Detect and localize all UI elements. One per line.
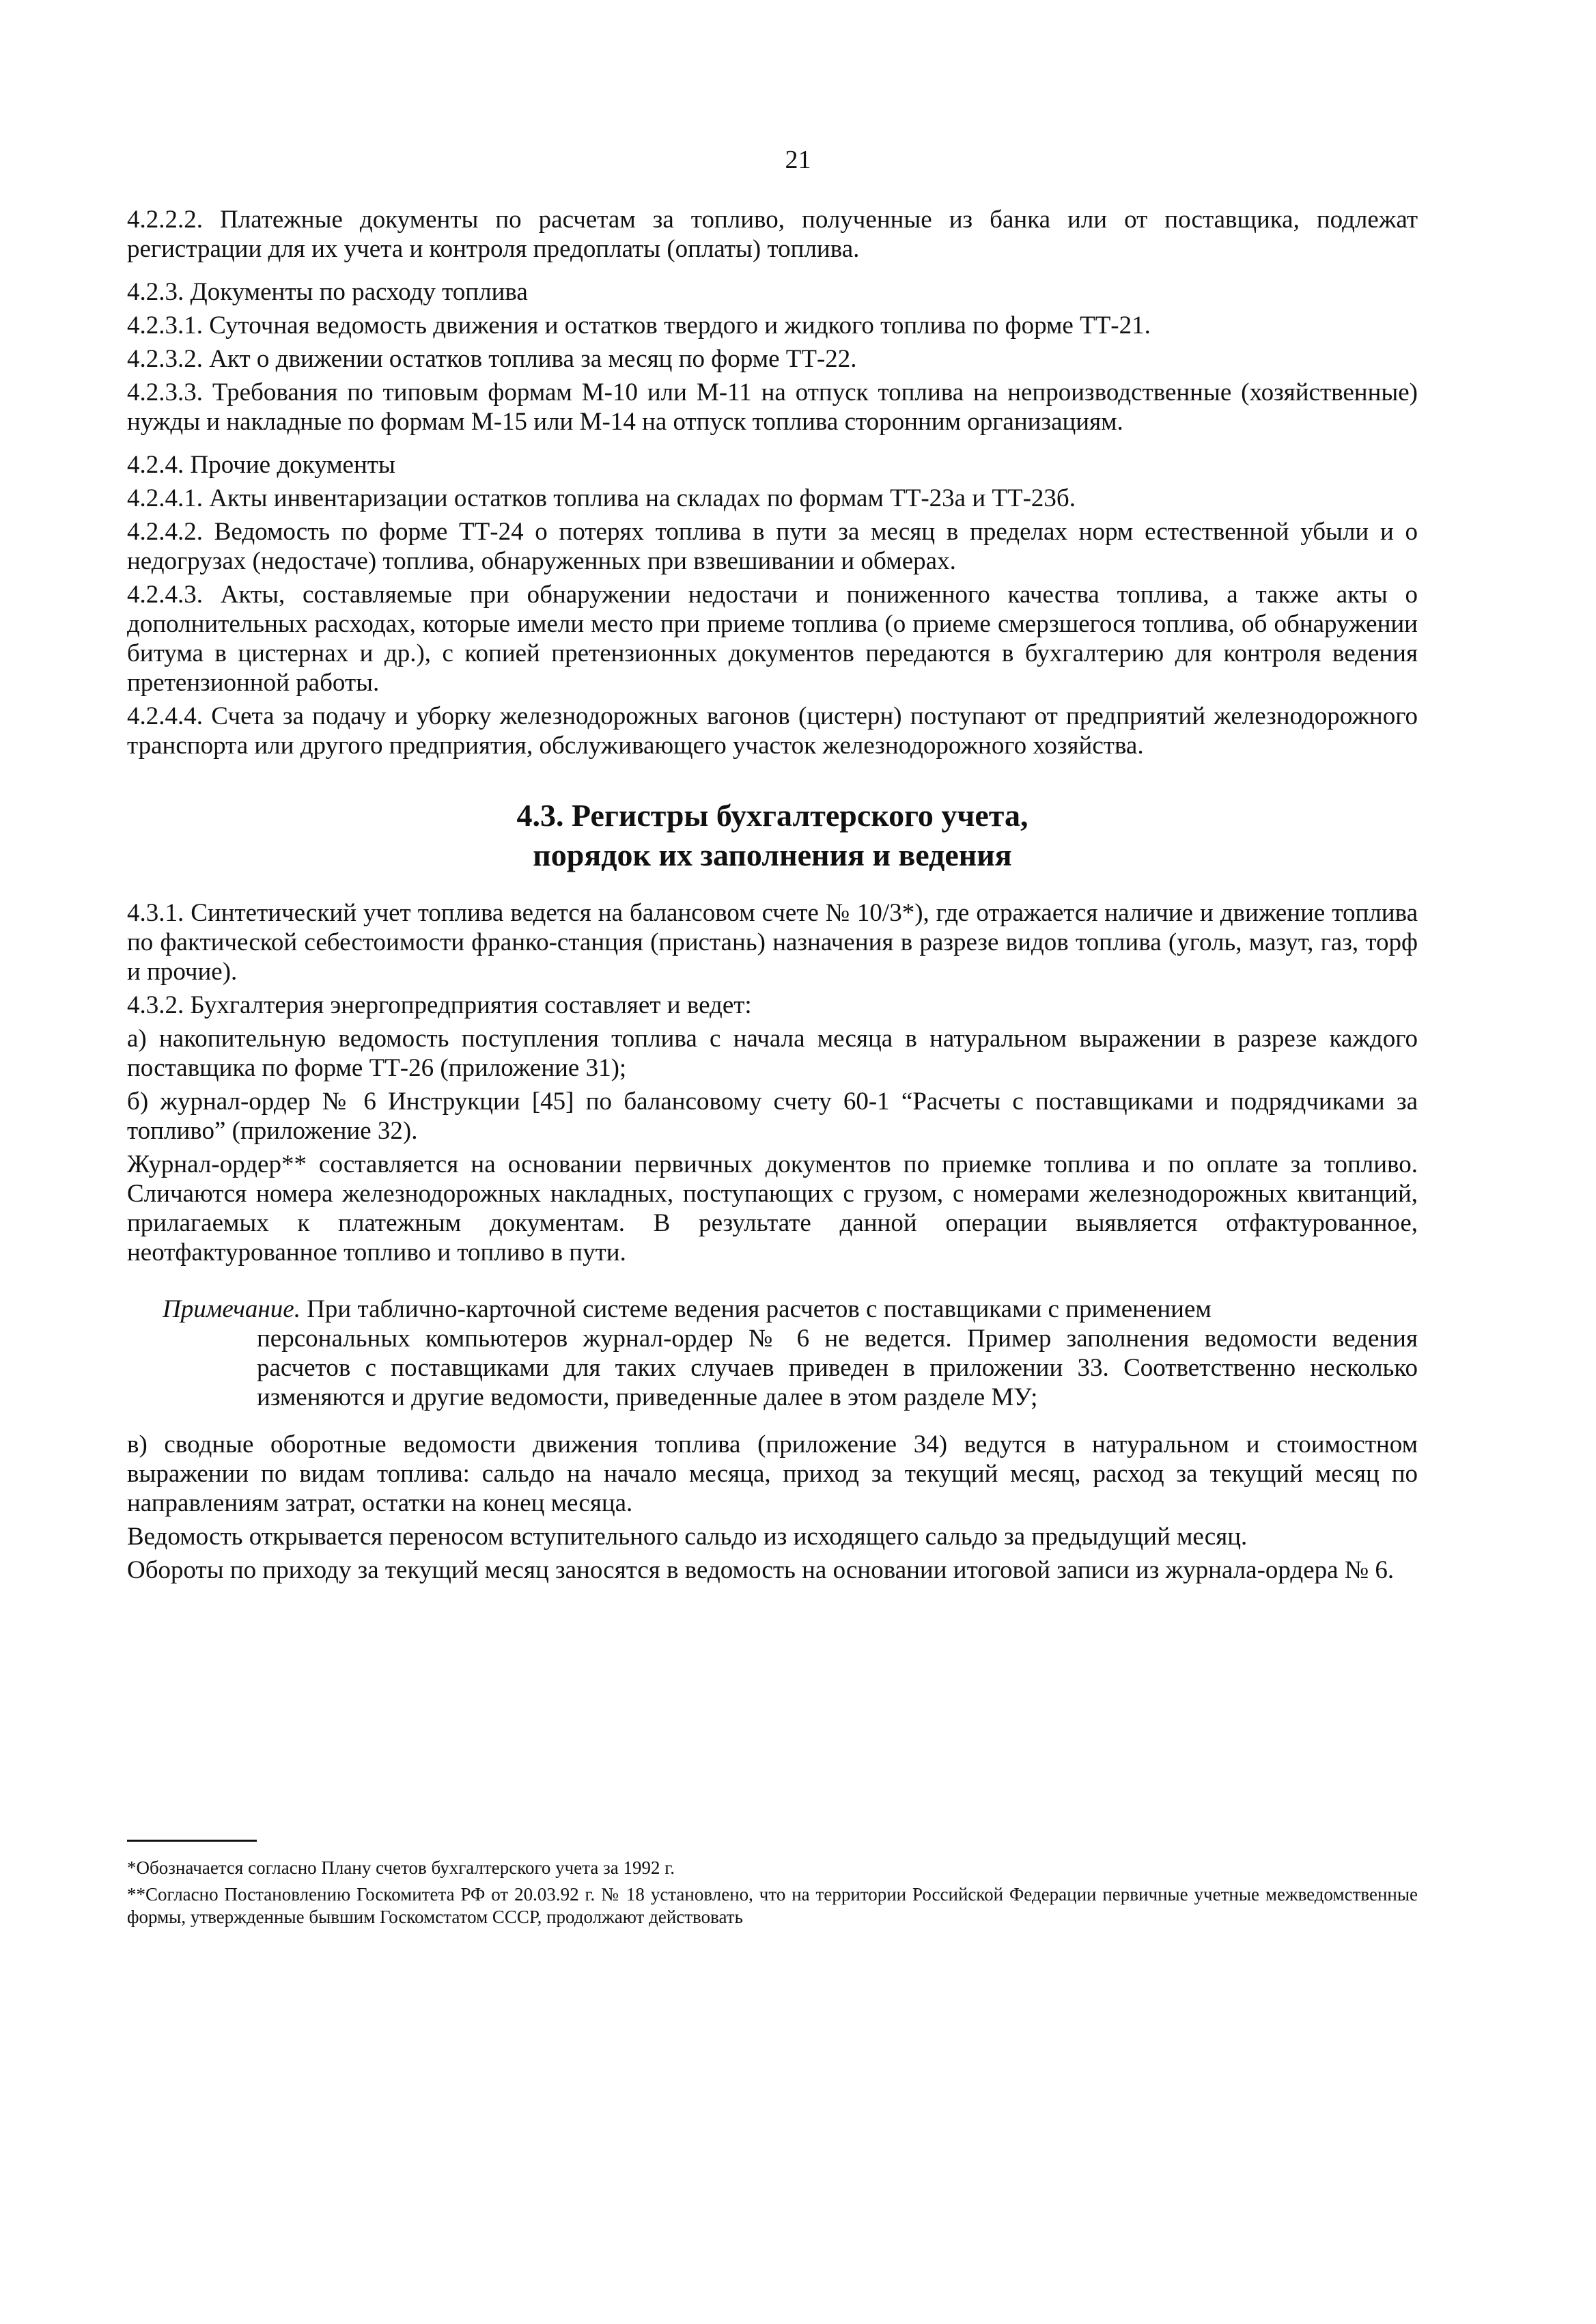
- paragraph: Ведомость открывается переносом вступительного сальдо из исходящего сальдо за предыдущий месяц.: [127, 1523, 1248, 1551]
- paragraph: Обороты по приходу за текущий месяц заносятся в ведомость на основании итоговой записи из журнала-ордера № 6.: [127, 1556, 1395, 1584]
- paragraph: 4.2.4.4. Счета за подачу и уборку железнодорожных вагонов (цистерн) поступают от предприятий железнодорожного транспорта или другого предприятия, обслуживающего участок железнодорожного хозяйства.: [127, 702, 1418, 760]
- page-number: 21: [785, 146, 811, 174]
- footnote-rule: [127, 1840, 257, 1842]
- paragraph: а) накопительную ведомость поступления топлива с начала месяца в натуральном выражении в разрезе каждого поставщика по форме ТТ-26 (приложение 31);: [127, 1025, 1418, 1082]
- section-heading-line: 4.3. Регистры бухгалтерского учета,: [516, 798, 1028, 833]
- paragraph: Журнал-ордер** составляется на основании первичных документов по приемке топлива и по оплате за топливо. Сличаются номера железнодорожных накладных, поступающих с грузом, с номерами железнодорожных квитанций, прилагаемых к платежным документам. В результате данной операции выявляется отфактурованное, неотфактурованное топливо и топливо в пути.: [127, 1150, 1418, 1267]
- note-block: [127, 1295, 1418, 1412]
- note-first-line: [127, 1295, 1418, 1324]
- footnote: *Обозначается согласно Плану счетов бухгалтерского учета за 1992 г.: [127, 1857, 675, 1878]
- paragraph: 4.2.3.3. Требования по типовым формам М-10 или М-11 на отпуск топлива на непроизводственные (хозяйственные) нужды и накладные по формам М-15 или М-14 на отпуск топлива сторонним организациям.: [127, 378, 1418, 436]
- paragraph: б) журнал-ордер № 6 Инструкции [45] по балансовому счету 60-1 “Расчеты с поставщиками и подрядчиками за топливо” (приложение 32).: [127, 1088, 1418, 1145]
- footnote: **Согласно Постановлению Госкомитета РФ от 20.03.92 г. № 18 установлено, что на территории Российской Федерации первичные учетные межведомственные формы, утвержденные бывшим Госкомстатом СССР, продолжают действовать: [127, 1884, 1418, 1927]
- note-label: Примечание.: [163, 1295, 300, 1323]
- note-first-text: При таблично-карточной системе ведения расчетов с поставщиками с применением: [307, 1295, 1212, 1323]
- paragraph: в) сводные оборотные ведомости движения топлива (приложение 34) ведутся в натуральном и стоимостном выражении по видам топлива: сальдо на начало месяца, приход за текущий месяц, расход за текущий месяц по направлениям затрат, остатки на конец месяца.: [127, 1430, 1418, 1517]
- paragraph: 4.3.2. Бухгалтерия энергопредприятия составляет и ведет:: [127, 991, 752, 1019]
- paragraph: 4.3.1. Синтетический учет топлива ведется на балансовом счете № 10/3*), где отражается наличие и движение топлива по фактической себестоимости франко-станция (пристань) назначения в разрезе видов топлива (уголь, мазут, газ, торф и прочие).: [127, 899, 1418, 986]
- note-body: персональных компьютеров журнал-ордер № 6 не ведется. Пример заполнения ведомости ведения расчетов с поставщиками для таких случаев приведен в приложении 33. Соответственно несколько изменяются и другие ведомости, приведенные далее в этом разделе МУ;: [257, 1325, 1418, 1411]
- paragraph: 4.2.4.3. Акты, составляемые при обнаружении недостачи и пониженного качества топлива, а также акты о дополнительных расходах, которые имели место при приеме топлива (о приеме смерзшегося топлива, об обнаружении битума в цистернах и др.), с копией претензионных документов передаются в бухгалтерию для контроля ведения претензионной работы.: [127, 581, 1418, 697]
- section-subheading: 4.2.4. Прочие документы: [127, 451, 395, 479]
- section-subheading: 4.2.3. Документы по расходу топлива: [127, 278, 528, 306]
- section-heading: [127, 796, 1418, 875]
- footnotes: [127, 1857, 1418, 1933]
- section-heading-line: порядок их заполнения и ведения: [533, 838, 1012, 872]
- paragraph: 4.2.3.1. Суточная ведомость движения и остатков твердого и жидкого топлива по форме ТТ-21.: [127, 312, 1151, 340]
- paragraph: 4.2.4.2. Ведомость по форме ТТ-24 о потерях топлива в пути за месяц в пределах норм естественной убыли и о недогрузах (недостаче) топлива, обнаруженных при взвешивании и обмерах.: [127, 518, 1418, 575]
- paragraph: 4.2.4.1. Акты инвентаризации остатков топлива на складах по формам ТТ-23а и ТТ-23б.: [127, 484, 1076, 512]
- paragraph: 4.2.3.2. Акт о движении остатков топлива за месяц по форме ТТ-22.: [127, 345, 857, 373]
- document-body: [127, 205, 1418, 1589]
- paragraph: 4.2.2.2. Платежные документы по расчетам за топливо, полученные из банка или от поставщика, подлежат регистрации для их учета и контроля предоплаты (оплаты) топлива.: [127, 206, 1418, 263]
